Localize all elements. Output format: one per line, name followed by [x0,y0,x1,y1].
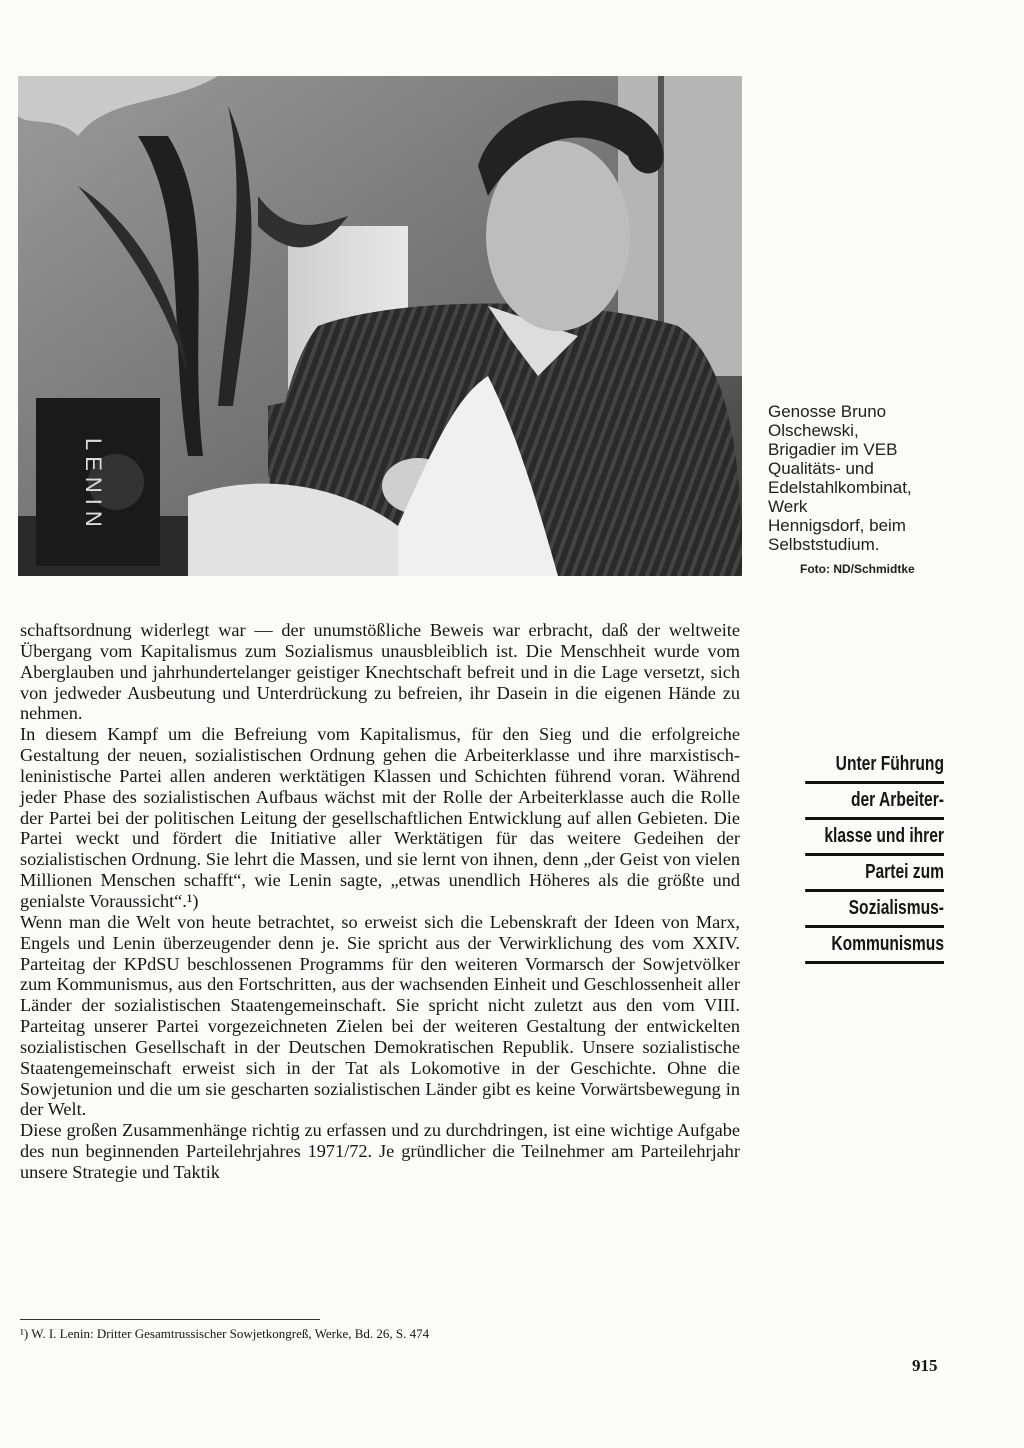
caption-line: Hennigsdorf, beim [768,516,906,535]
caption-line: Selbststudium. [768,535,880,554]
footnote-divider [20,1319,320,1320]
paragraph: Diese großen Zusammenhänge richtig zu erfassen und zu durchdringen, ist eine wichtige Aufgabe des nun beginnenden Parteilehrjahres 1971/72. Je gründlicher die Teilnehmer am Parteilehrjahr unsere Strategie und Taktik [20,1120,740,1182]
photo-caption [768,402,948,554]
marginal-heading-line: Sozialismus- [805,892,944,928]
caption-line: Olschewski, [768,421,859,440]
caption-line: Brigadier im VEB [768,440,898,459]
photo [18,76,742,576]
marginal-heading-line: Kommunismus [805,928,944,964]
paragraph: Wenn man die Welt von heute betrachtet, so erweist sich die Lebenskraft der Ideen von Marx, Engels und Lenin überzeugender denn je. Sie spricht aus der Verwirklichung des vom XXIV. Parteitag der KPdSU beschlossenen Programms für den weiteren Vormarsch der Sowjetvölker zum Kommunismus, aus den Fortschritten, aus der wachsenden Einheit und Geschlossenheit aller Länder der sozialistischen Staatengemeinschaft. Sie spricht nicht zuletzt aus den vom VIII. Parteitag unserer Partei vorgezeichneten Zielen bei der weiteren Gestaltung der entwickelten sozialistischen Gesellschaft in der Deutschen Demokratischen Republik. Unsere sozialistische Staatengemeinschaft erweist sich in der Tat als Lokomotive in der Geschichte. Ohne die Sowjetunion und die um sie gescharten sozialistischen Länder gibt es keine Vorwärtsbewegung in der Welt. [20,911,740,1120]
page-number: 915 [912,1356,938,1375]
caption-line: Edelstahlkombinat, [768,478,912,497]
caption-line: Genosse Bruno [768,402,887,421]
paragraph: In diesem Kampf um die Befreiung vom Kapitalismus, für den Sieg und die erfolgreiche Gestaltung der neuen, sozialistischen Ordnung gehen die Arbeiterklasse und ihre marxistisch-leninistische Partei allen anderen werktätigen Klassen und Schichten führend voran. Während jeder Phase des sozialistischen Aufbaus wächst mit der Rolle der Arbeiterklasse auch die Rolle der Partei bei der politischen Leitung der gesellschaftlichen Entwicklung auf allen Gebieten. Die Partei weckt und fördert die Initiative aller Werktätigen für das weitere Gedeihen der sozialistischen Ordnung. Sie lehrt die Massen, und sie lernt von ihnen, denn „der Geist von vielen Millionen Menschen schafft“, wie Lenin sagte, „etwas unendlich Höheres als die größte und genialste Voraussicht“.¹) [20,724,740,911]
marginal-heading-line: der Arbeiter- [805,784,944,820]
marginal-heading-line: Unter Führung [805,748,944,784]
footnote: ¹) W. I. Lenin: Dritter Gesamtrussischer Sowjetkongreß, Werke, Bd. 26, S. 474 [20,1326,430,1341]
body-text [20,620,740,1183]
marginal-heading-line: klasse und ihrer [805,820,944,856]
caption-line: Werk [768,497,808,516]
marginal-heading [805,748,944,964]
photo-credit: Foto: ND/Schmidtke [800,562,915,576]
marginal-heading-line: Partei zum [805,856,944,892]
photo-illustration [18,76,742,576]
book-spine-text: LENIN [81,438,106,533]
paragraph: schaftsordnung widerlegt war — der unumstößliche Beweis war erbracht, daß der weltweite Übergang vom Kapitalismus zum Sozialismus unausbleiblich ist. Die Menschheit wurde vom Aberglauben und jahrhundertelanger geistiger Knechtschaft befreit und in die Lage versetzt, sich von jedweder Ausbeutung und Unterdrückung zu befreien, ihr Dasein in die eigenen Hände zu nehmen. [20,620,740,724]
caption-line: Qualitäts- und [768,459,874,478]
